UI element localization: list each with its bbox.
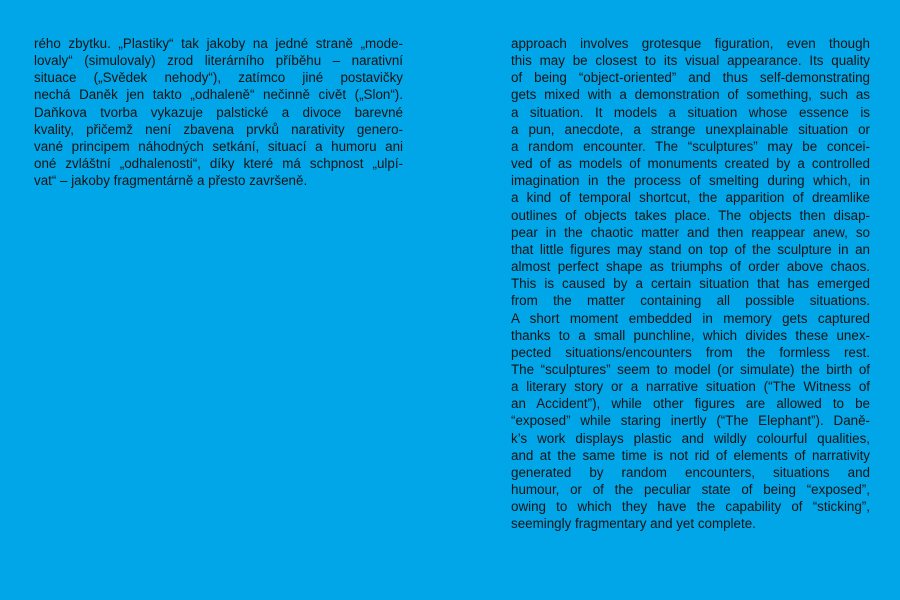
text-line: almost perfect shape as triumphs of order above chaos.: [511, 259, 870, 275]
text-line: humour, or of the peculiar state of being “exposed”,: [511, 482, 870, 498]
text-line: a situation. It models a situation whose essence is: [511, 104, 870, 120]
text-line: a literary story or a narrative situation (“The Witness of: [511, 379, 870, 395]
text-line: This is caused by a certain situation that has emerged: [511, 276, 870, 292]
text-line: oné zvláštní „odhalenosti“, díky které má schpnost „ulpí-: [34, 156, 403, 172]
text-line: pear in the chaotic matter and then reappear anew, so: [511, 224, 870, 240]
text-line: pected situations/encounters from the formless rest.: [511, 344, 870, 360]
text-line: k’s work displays plastic and wildly colourful qualities,: [511, 430, 870, 446]
text-line: vané principem náhodných setkání, situací a humoru ani: [34, 138, 403, 154]
text-line: that little figures may stand on top of the sculpture in an: [511, 241, 870, 257]
text-line: owing to which they have the capability of “sticking”,: [511, 499, 870, 515]
text-line: seemingly fragmentary and yet complete.: [511, 516, 756, 532]
text-line: an Accident”), while other figures are allowed to be: [511, 396, 870, 412]
text-line: of being “object-oriented” and thus self-demonstrating: [511, 70, 870, 86]
text-line: Daňkova tvorba vykazuje palstické a divoce barevné: [34, 104, 403, 120]
text-line: from the matter containing all possible situations.: [511, 293, 870, 309]
text-line: generated by random encounters, situations and: [511, 464, 870, 480]
text-line: a random encounter. The “sculptures” may be concei-: [511, 138, 870, 154]
text-line: a pun, anecdote, a strange unexplainable situation or: [511, 121, 870, 137]
english-text-column: [511, 35, 870, 533]
text-line: rého zbytku. „Plastiky“ tak jakoby na jedné straně „mode-: [34, 36, 403, 51]
text-line: outlines of objects takes place. The objects then disap-: [511, 207, 870, 223]
text-line: and at the same time is not rid of elements of narrativity: [511, 447, 870, 463]
text-line: “exposed” while staring inertly (“The Elephant”). Daně-: [511, 413, 870, 429]
right-page: [450, 0, 900, 600]
text-line: The “sculptures” seem to model (or simulate) the birth of: [511, 361, 870, 377]
text-line: vat“ – jakoby fragmentárně a přesto završeně.: [34, 173, 308, 189]
text-line: this may be closest to its visual appearance. Its quality: [511, 53, 870, 69]
text-line: a kind of temporal shortcut, the apparition of dreamlike: [511, 190, 870, 206]
text-line: imagination in the process of smelting during which, in: [511, 173, 870, 189]
text-line: ved of as models of monuments created by a controlled: [511, 156, 870, 172]
text-line: kvality, přičemž není zbavena prvků narativity genero-: [34, 121, 403, 137]
text-line: A short moment embedded in memory gets captured: [511, 310, 870, 326]
czech-text-column: [34, 35, 403, 189]
text-line: thanks to a small punchline, which divides these unex-: [511, 327, 870, 343]
text-line: situace („Svědek nehody“), zatímco jiné postavičky: [34, 70, 403, 86]
text-line: lovaly“ (simulovaly) zrod literárního příběhu – narativní: [34, 53, 403, 69]
text-line: nechá Daněk jen takto „odhaleně“ nečinně civět („Slon“).: [34, 87, 403, 103]
text-line: gets mixed with a demonstration of something, such as: [511, 87, 870, 103]
text-line: approach involves grotesque figuration, even though: [511, 36, 870, 51]
